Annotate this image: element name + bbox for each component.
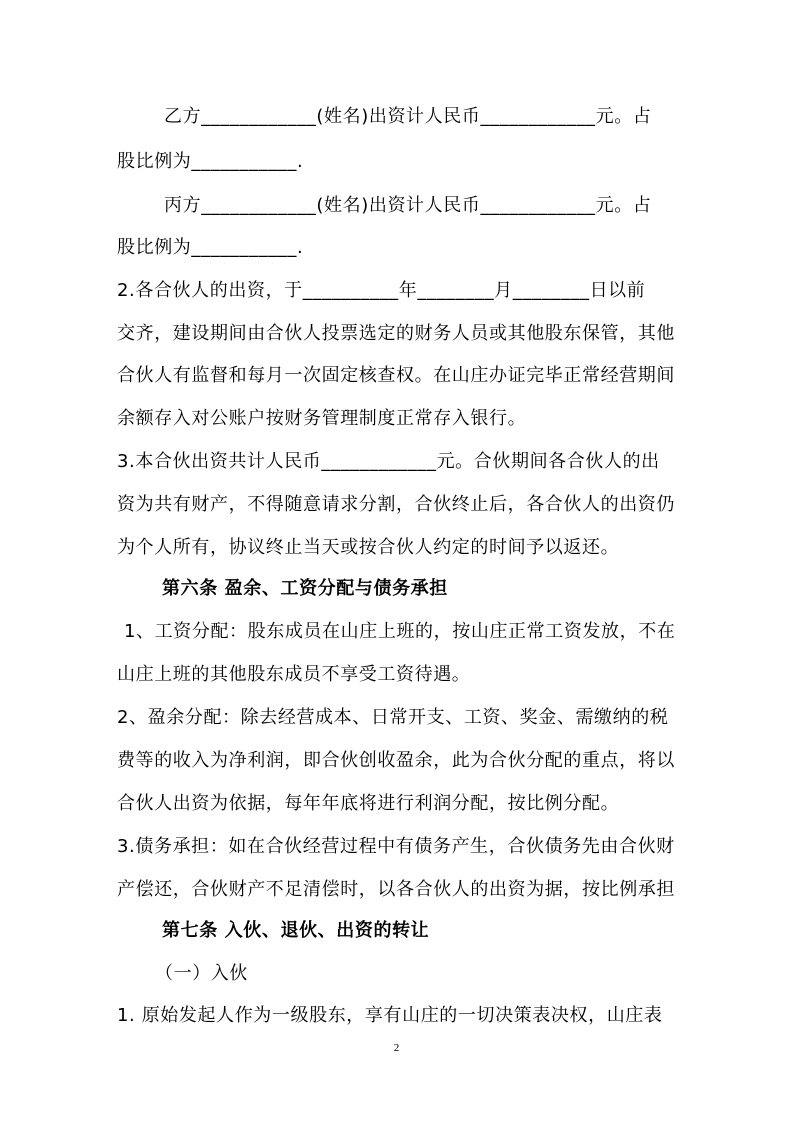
page-number: 2: [393, 1042, 400, 1054]
party-b-share-line: 股比例为___________.: [117, 151, 304, 172]
contribution-supervision-line: 合伙人有监督和每月一次固定核查权。在山庄办证完毕正常经营期间: [117, 365, 675, 386]
salary-distribution-line: 1、工资分配：股东成员在山庄上班的，按山庄正常工资发放，不在: [124, 621, 676, 642]
party-c-line: 丙方____________(姓名)出资计人民币____________元。占: [164, 195, 652, 216]
total-contribution-line: 3.本合伙出资共计人民币____________元。合伙期间各合伙人的出: [117, 451, 660, 472]
contribution-custody-line: 交齐，建设期间由合伙人投票选定的财务人员或其他股东保管，其他: [117, 323, 675, 344]
return-contribution-line: 为个人所有，协议终止当天或按合伙人约定的时间予以返还。: [117, 537, 620, 558]
party-b-line: 乙方____________(姓名)出资计人民币____________元。占: [164, 106, 652, 127]
joining-heading: （一）入伙: [155, 963, 248, 984]
shared-property-line: 资为共有财产，不得随意请求分割，合伙终止后，各合伙人的出资仍: [117, 494, 675, 515]
original-initiator-line: 1. 原始发起人作为一级股东，享有山庄的一切决策表决权，山庄表: [117, 1005, 663, 1026]
contribution-bank-line: 余额存入对公账户按财务管理制度正常存入银行。: [117, 408, 527, 429]
surplus-distribution-line: 2、盈余分配：除去经营成本、日常开支、工资、奖金、需缴纳的税: [117, 707, 669, 728]
surplus-net-profit-line: 费等的收入为净利润，即合伙创收盈余，此为合伙分配的重点，将以: [117, 750, 675, 771]
debt-bearing-line: 3.债务承担：如在合伙经营过程中有债务产生，合伙债务先由合伙财: [117, 836, 675, 857]
surplus-ratio-line: 合伙人出资为依据，每年年底将进行利润分配，按比例分配。: [117, 793, 620, 814]
debt-repayment-line: 产偿还，合伙财产不足清偿时，以各合伙人的出资为据，按比例承担: [117, 879, 675, 900]
article-six-heading: 第六条 盈余、工资分配与债务承担: [162, 578, 448, 599]
article-seven-heading: 第七条 入伙、退伙、出资的转让: [162, 920, 430, 941]
salary-exclusion-line: 山庄上班的其他股东成员不享受工资待遇。: [117, 664, 471, 685]
contribution-date-line: 2.各合伙人的出资，于__________年________月________日以前: [117, 280, 646, 301]
party-c-share-line: 股比例为___________.: [117, 237, 304, 258]
